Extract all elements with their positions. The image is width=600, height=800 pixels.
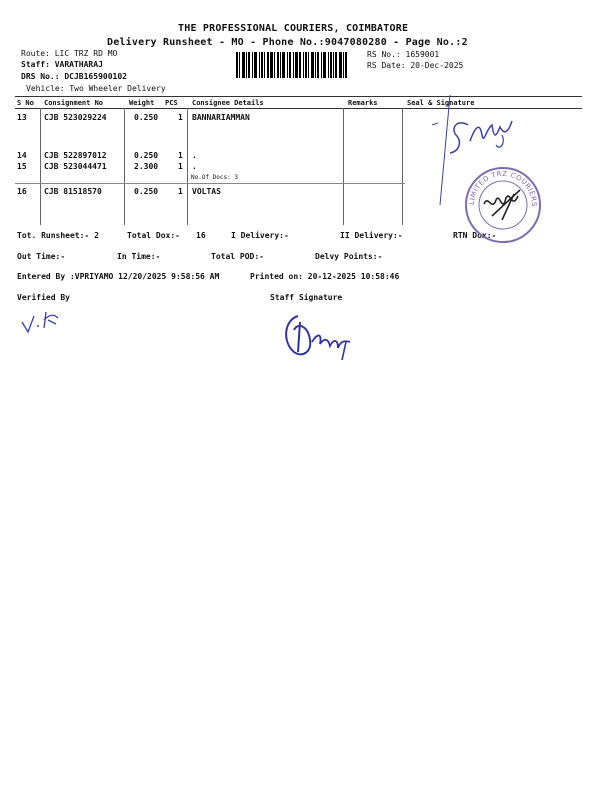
staff-text: Staff: VARATHARAJ — [21, 60, 103, 69]
row-pcs: 1 — [178, 151, 183, 160]
column-divider — [402, 108, 403, 225]
col-pcs: PCS — [165, 99, 178, 107]
column-divider — [40, 108, 41, 225]
i-delivery: I Delivery:- — [231, 231, 289, 240]
row-consignment: CJB 522897012 — [44, 151, 107, 160]
in-time: In Time:- — [117, 252, 161, 261]
col-consignment: Consignment No — [44, 99, 104, 107]
column-divider — [187, 108, 188, 225]
company-title: THE PROFESSIONAL COURIERS, COIMBATORE — [178, 23, 409, 34]
column-divider — [124, 108, 125, 225]
staff-signature-label: Staff Signature — [270, 293, 343, 302]
entered-by: Entered By :VPRIYAMO 12/20/2025 9:58:56 AM — [17, 272, 220, 281]
total-dox-value: 16 — [196, 231, 206, 240]
route-text: Route: LIC TRZ RD MO — [21, 49, 118, 58]
col-weight: Weight — [129, 99, 155, 107]
col-seal-signature: Seal & Signature — [407, 99, 475, 107]
runsheet-subtitle: Delivery Runsheet - MO - Phone No.:9047080280 - Page No.:2 — [107, 37, 468, 48]
rs-date: RS Date: 20-Dec-2025 — [367, 61, 464, 70]
staff-signature — [280, 312, 360, 362]
rs-number: RS No.: 1659001 — [367, 50, 440, 59]
row-consignee: BANNARIAMMAN — [192, 113, 250, 122]
vehicle-text: Vehicle: Two Wheeler Delivery — [26, 84, 166, 93]
row-weight: 2.300 — [134, 162, 159, 171]
row-weight: 0.250 — [134, 187, 159, 196]
row-consignee: . — [192, 151, 197, 160]
barcode — [236, 52, 361, 78]
company-seal-stamp — [462, 164, 544, 246]
row-consignment: CJB 523044471 — [44, 162, 107, 171]
row-sno: 15 — [17, 162, 27, 171]
stamp-text: LIMITED TRZ COURIERS — [467, 169, 539, 207]
row-sno: 16 — [17, 187, 27, 196]
col-sno: S No — [17, 99, 34, 107]
rtn-dox: RTN Dox:- — [453, 231, 497, 240]
delvy-points: Delvy Points:- — [315, 252, 383, 261]
column-divider — [343, 108, 344, 225]
printed-on: Printed on: 20-12-2025 10:58:46 — [250, 272, 400, 281]
row-consignee: VOLTAS — [192, 187, 221, 196]
row-weight: 0.250 — [134, 151, 159, 160]
col-consignee: Consignee Details — [192, 99, 264, 107]
verifier-initials — [18, 308, 68, 338]
row-consignee: . — [192, 162, 197, 171]
row-sno: 14 — [17, 151, 27, 160]
ii-delivery: II Delivery:- — [340, 231, 403, 240]
row-weight: 0.250 — [134, 113, 159, 122]
row-sno: 13 — [17, 113, 27, 122]
row-consignment: CJB 523029224 — [44, 113, 107, 122]
row-pcs: 1 — [178, 162, 183, 171]
row-note: No.Of Docs: 3 — [191, 174, 238, 181]
row-pcs: 1 — [178, 113, 183, 122]
out-time: Out Time:- — [17, 252, 66, 261]
row-divider — [15, 183, 405, 184]
total-pod: Total POD:- — [211, 252, 264, 261]
row-pcs: 1 — [178, 187, 183, 196]
row-consignment: CJB 81518570 — [44, 187, 102, 196]
col-remarks: Remarks — [348, 99, 378, 107]
total-runsheet: Tot. Runsheet:- 2 — [17, 231, 99, 240]
verified-by: Verified By — [17, 293, 70, 302]
drs-number: DRS No.: DCJB165900102 — [21, 72, 127, 81]
total-dox-label: Total Dox:- — [127, 231, 180, 240]
